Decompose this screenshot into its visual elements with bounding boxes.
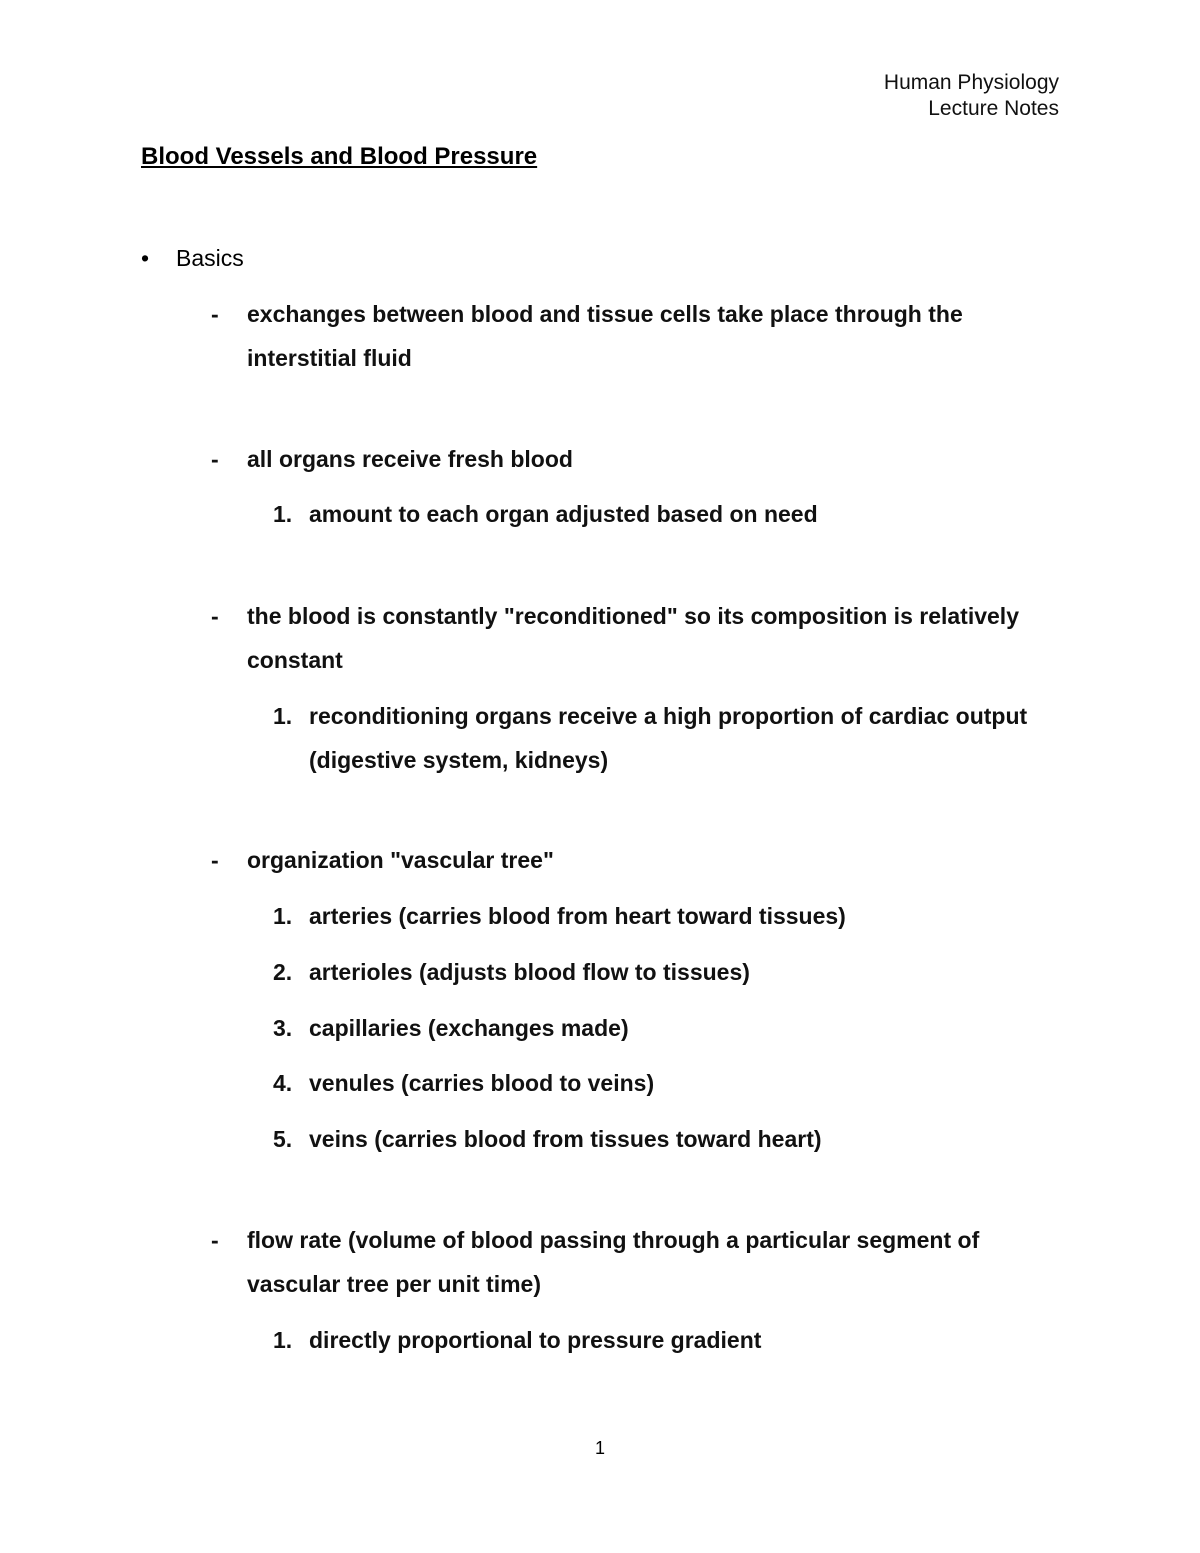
list-item-line: exchanges between blood and tissue cells take place through the — [247, 301, 963, 327]
header-course: Human Physiology — [883, 71, 1059, 94]
sub-item-number: 5. — [273, 1126, 293, 1152]
sub-item-line: directly proportional to pressure gradient — [309, 1327, 762, 1353]
sub-item-line: reconditioning organs receive a high proportion of cardiac output — [309, 703, 1028, 729]
sub-item-line: (digestive system, kidneys) — [309, 747, 609, 773]
section-heading — [141, 243, 244, 273]
list-item-line: organization "vascular tree" — [247, 847, 554, 873]
sub-item-number: 1. — [273, 903, 293, 929]
sub-item-number: 1. — [273, 1327, 293, 1353]
bullet-icon: • — [141, 245, 150, 271]
sub-item-number: 3. — [273, 1015, 293, 1041]
sub-item-number: 4. — [273, 1070, 293, 1096]
sub-item-line: arteries (carries blood from heart toward tissues) — [309, 903, 846, 929]
dash-marker: - — [211, 1227, 219, 1253]
dash-marker: - — [211, 603, 219, 629]
dash-marker: - — [211, 446, 219, 472]
sub-item-number: 1. — [273, 703, 293, 729]
list-item-line: interstitial fluid — [247, 345, 412, 371]
list-item-line: constant — [247, 647, 343, 673]
section-heading-text: Basics — [176, 245, 244, 271]
header-subtitle: Lecture Notes — [928, 97, 1059, 120]
sub-item-line: capillaries (exchanges made) — [309, 1015, 629, 1041]
list-item-line: flow rate (volume of blood passing through a particular segment of — [247, 1227, 980, 1253]
page-number: 1 — [594, 1438, 605, 1458]
page-header — [884, 70, 1059, 122]
sub-item-line: amount to each organ adjusted based on need — [309, 501, 818, 527]
dash-marker: - — [211, 847, 219, 873]
list-item-line: the blood is constantly "reconditioned" so its composition is relatively — [247, 603, 1019, 629]
sub-item-line: veins (carries blood from tissues toward heart) — [309, 1126, 822, 1152]
sub-item-line: arterioles (adjusts blood flow to tissues) — [309, 959, 750, 985]
sub-item-number: 2. — [273, 959, 293, 985]
sub-item-number: 1. — [273, 501, 293, 527]
dash-marker: - — [211, 301, 219, 327]
sub-item-line: venules (carries blood to veins) — [309, 1070, 655, 1096]
page-title: Blood Vessels and Blood Pressure — [141, 143, 538, 170]
list-item-line: all organs receive fresh blood — [247, 446, 573, 472]
list-item-line: vascular tree per unit time) — [247, 1271, 541, 1297]
